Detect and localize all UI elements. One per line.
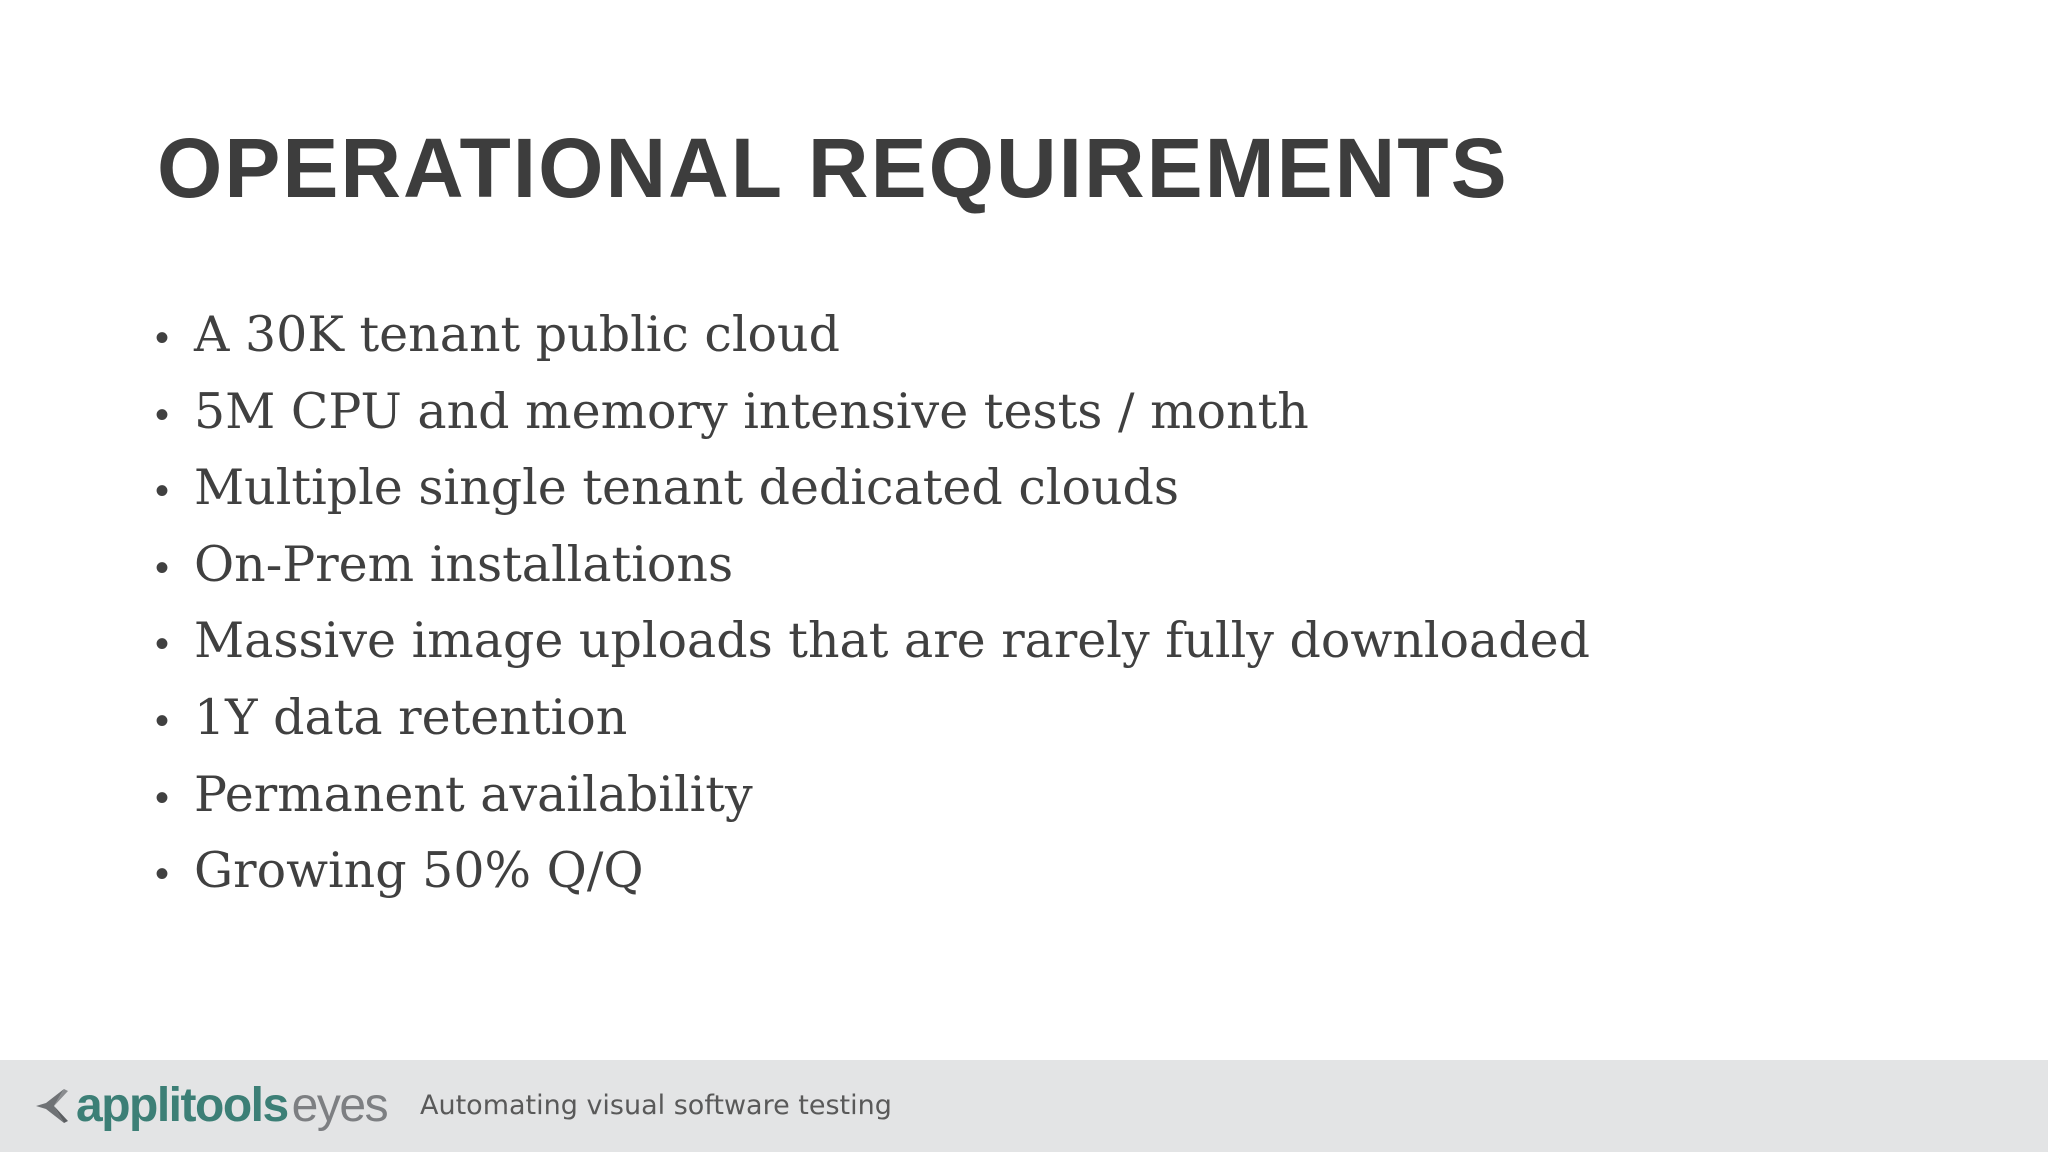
bullet-text: A 30K tenant public cloud bbox=[194, 306, 840, 363]
footer-bar bbox=[0, 1060, 2048, 1152]
bullet-text: Growing 50% Q/Q bbox=[194, 842, 644, 900]
bullet-text: Multiple single tenant dedicated clouds bbox=[194, 459, 1180, 517]
bullet-text: 1Y data retention bbox=[194, 688, 628, 746]
bullet-marker: • bbox=[155, 698, 170, 743]
logo-brand-text: applitools bbox=[76, 1079, 288, 1132]
bullet-item bbox=[155, 306, 1590, 383]
bullet-text: Permanent availability bbox=[194, 765, 753, 823]
bullet-item bbox=[155, 383, 1590, 460]
bullet-list bbox=[155, 306, 1590, 919]
footer-tagline: Automating visual software testing bbox=[420, 1090, 892, 1121]
slide-title: OPERATIONAL REQUIREMENTS bbox=[157, 121, 1509, 215]
bullet-marker: • bbox=[155, 852, 170, 897]
bullet-text: 5M CPU and memory intensive tests / month bbox=[194, 382, 1309, 440]
applitools-logo-icon bbox=[34, 1085, 72, 1127]
bullet-marker: • bbox=[155, 316, 170, 360]
bullet-marker: • bbox=[155, 775, 170, 820]
bullet-item bbox=[155, 689, 1590, 766]
bullet-item bbox=[155, 842, 1590, 919]
bullet-marker: • bbox=[155, 622, 170, 667]
bullet-item bbox=[155, 766, 1590, 843]
bullet-text: Massive image uploads that are rarely fully downloaded bbox=[194, 612, 1590, 670]
bullet-text: On-Prem installations bbox=[194, 535, 734, 593]
bullet-item bbox=[155, 459, 1590, 536]
bullet-marker: • bbox=[155, 392, 170, 437]
applitools-logo bbox=[34, 1078, 387, 1134]
bullet-item bbox=[155, 536, 1590, 613]
bullet-item bbox=[155, 612, 1590, 689]
bullet-marker: • bbox=[155, 545, 170, 590]
bullet-marker: • bbox=[155, 469, 170, 514]
logo-product-text: eyes bbox=[291, 1079, 388, 1132]
